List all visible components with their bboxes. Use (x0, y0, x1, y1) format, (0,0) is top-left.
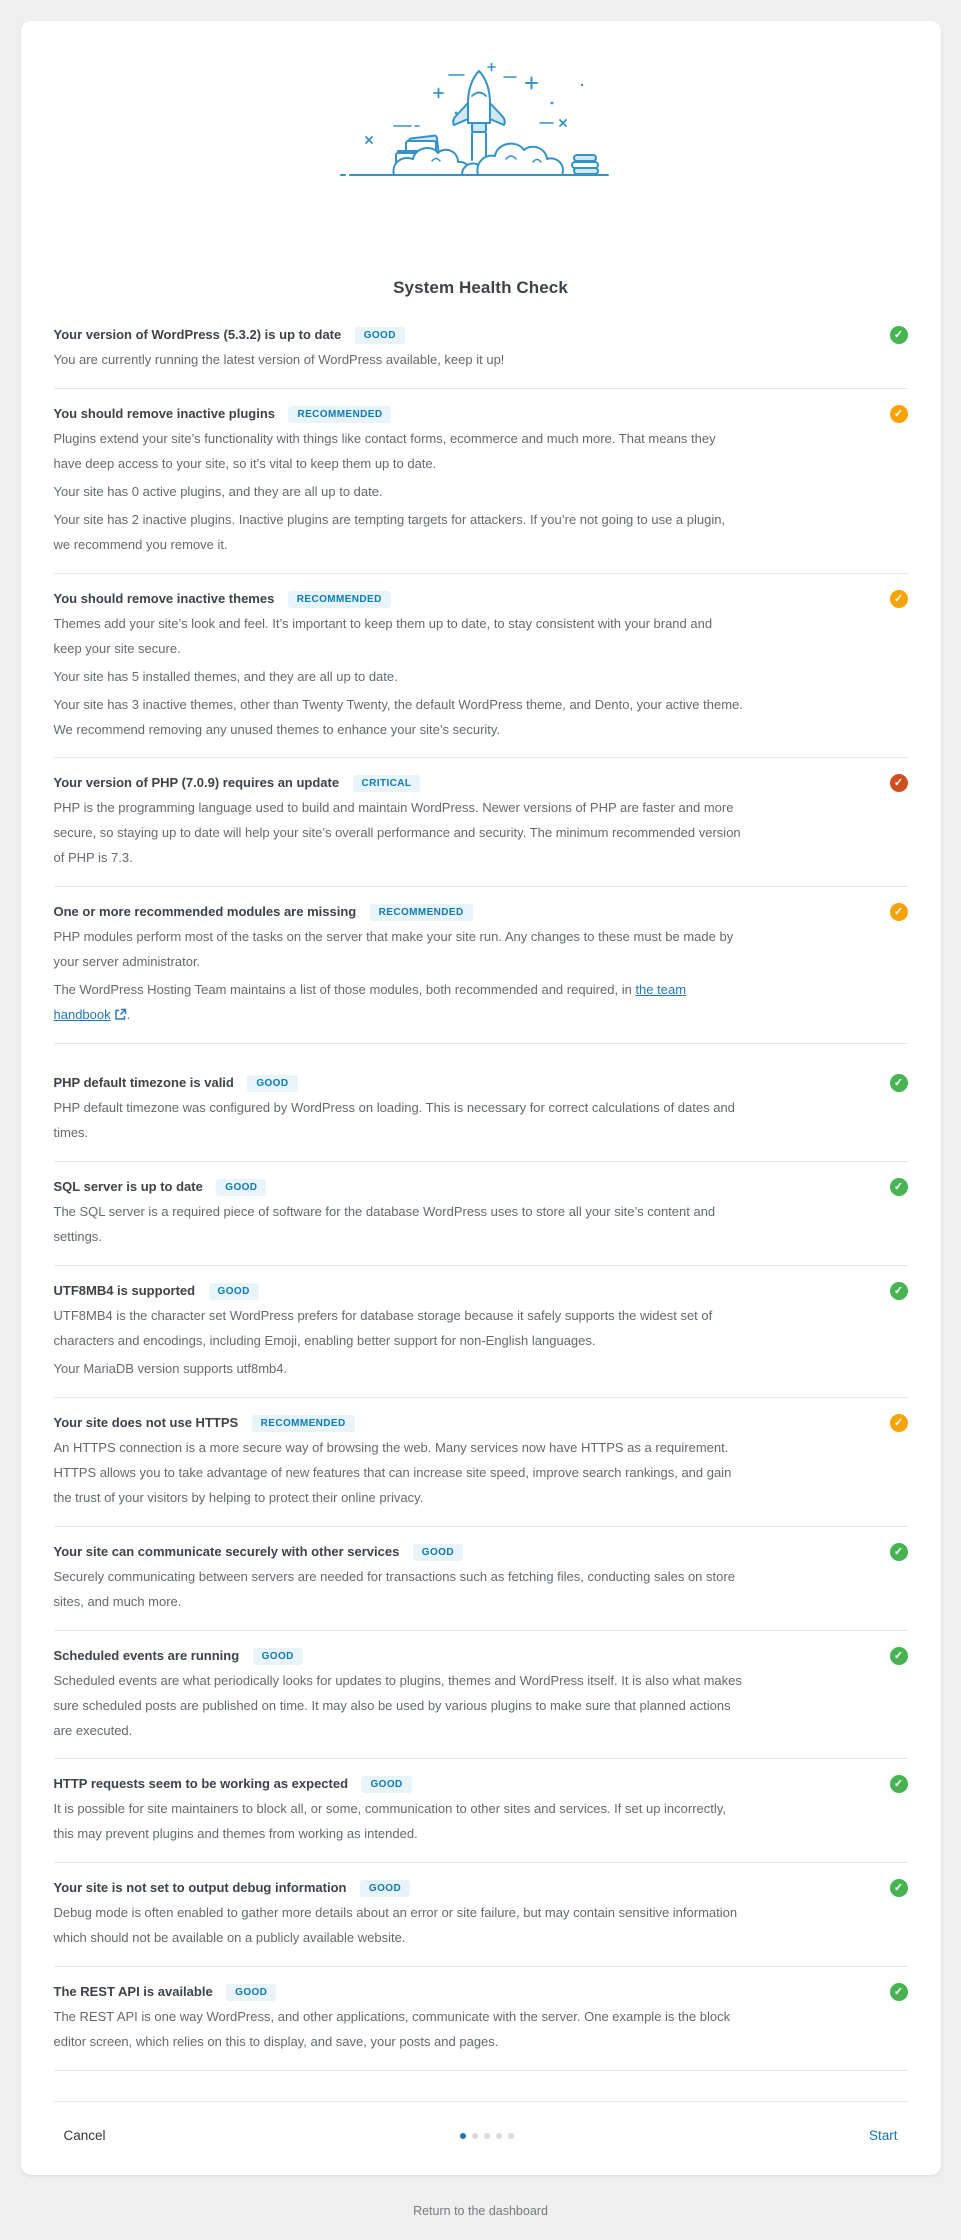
status-badge: GOOD (247, 1075, 297, 1092)
status-badge: RECOMMENDED (288, 591, 391, 608)
item-body (54, 1797, 908, 1847)
item-paragraph: It is possible for site maintainers to block all, or some, communication to other sites and services. If set up incorrectly, this may prevent plugins and themes from working as intended. (53, 1801, 726, 1842)
item-title: One or more recommended modules are missing (53, 904, 357, 920)
item-heading-row (54, 1543, 908, 1562)
item-heading-row (54, 1647, 908, 1666)
item-body (54, 1096, 908, 1146)
pagination-dot[interactable] (496, 2133, 502, 2139)
return-dashboard-link[interactable]: Return to the dashboard (413, 2204, 548, 2219)
item-paragraph: Your site has 3 inactive themes, other than Twenty Twenty, the default WordPress theme, and Dento, your active theme. We recommend removing any unused themes to enhance your site’s security. (53, 696, 743, 737)
health-check-item (54, 1759, 908, 1863)
item-paragraph: PHP is the programming language used to build and maintain WordPress. Newer versions of PHP are faster and more secure, so staying up to date will help your site’s overall performance and security. The minimum recommended version of PHP is 7.3. (53, 800, 741, 866)
item-title: Your version of PHP (7.0.9) requires an update (53, 775, 340, 791)
item-title: You should remove inactive plugins (53, 405, 276, 421)
item-title: PHP default timezone is valid (53, 1075, 234, 1091)
check-circle-icon: ✓ (890, 1983, 908, 2001)
cancel-button[interactable]: Cancel (63, 2128, 106, 2144)
item-body (54, 1901, 908, 1951)
status-badge: RECOMMENDED (288, 406, 391, 423)
wizard-footer (54, 2102, 908, 2175)
item-paragraph: Your site has 0 active plugins, and they are all up to date. (53, 483, 383, 499)
status-badge: RECOMMENDED (370, 904, 473, 921)
item-paragraph: Securely communicating between servers are needed for transactions such as fetching files, conducting sales on store sites, and much more. (53, 1568, 735, 1609)
item-title: Your site can communicate securely with other services (53, 1543, 400, 1559)
health-check-card (21, 21, 941, 2175)
item-body (54, 348, 908, 373)
item-paragraph: Plugins extend your site’s functionality with things like contact forms, ecommerce and much more. That means they have deep access to your site, so it’s vital to keep them up to date. (53, 430, 716, 471)
health-check-item (54, 1527, 908, 1631)
check-circle-icon: ✓ (890, 405, 908, 423)
item-paragraph: Your site has 5 installed themes, and they are all up to date. (53, 668, 398, 684)
item-paragraph: UTF8MB4 is the character set WordPress prefers for database storage because it safely supports the widest set of characters and encodings, including Emoji, enabling better support for non-English languages. (53, 1307, 713, 1348)
health-check-item (54, 1162, 908, 1266)
health-check-item (54, 574, 908, 759)
item-body (54, 612, 908, 743)
status-badge: CRITICAL (353, 775, 421, 792)
health-check-item (54, 1967, 908, 2071)
status-badge: GOOD (413, 1544, 463, 1561)
status-badge: GOOD (209, 1283, 259, 1300)
check-circle-icon: ✓ (890, 1074, 908, 1092)
item-heading-row (54, 1178, 908, 1197)
status-badge: GOOD (361, 1776, 411, 1793)
item-paragraph: Themes add your site’s look and feel. It’s important to keep them up to date, to stay consistent with your brand and keep your site secure. (53, 615, 713, 656)
rocket-launch-illustration (54, 63, 908, 190)
item-heading-row (54, 1074, 908, 1093)
check-circle-icon: ✓ (890, 1282, 908, 1300)
item-title: SQL server is up to date (53, 1179, 203, 1195)
health-check-item (54, 1631, 908, 1760)
item-heading-row (54, 1775, 908, 1794)
health-check-item (54, 1058, 908, 1162)
item-paragraph: The SQL server is a required piece of software for the database WordPress uses to store all your site’s content and settings. (53, 1204, 716, 1245)
health-check-list (54, 310, 908, 2071)
item-paragraph: PHP default timezone was configured by WordPress on loading. This is necessary for correct calculations of dates and times. (53, 1100, 735, 1141)
item-title: HTTP requests seem to be working as expected (53, 1776, 349, 1792)
item-heading-row (54, 326, 908, 345)
item-paragraph: PHP modules perform most of the tasks on the server that make your site run. Any changes to these must be made by your server administrator. (53, 929, 734, 970)
item-body (54, 1304, 908, 1382)
item-heading-row (54, 774, 908, 793)
item-heading-row (54, 1983, 908, 2002)
health-check-item (54, 887, 908, 1044)
health-check-item (54, 1863, 908, 1967)
check-circle-icon: ✓ (890, 1414, 908, 1432)
item-title: You should remove inactive themes (53, 590, 275, 606)
item-heading-row (54, 590, 908, 609)
pagination-dot[interactable] (460, 2133, 466, 2139)
external-link-icon (114, 1008, 127, 1021)
item-paragraph: Your site has 2 inactive plugins. Inactive plugins are tempting targets for attackers. If you’re not going to use a plugin, we recommend you remove it. (53, 511, 726, 552)
item-title: Your version of WordPress (5.3.2) is up to date (53, 327, 342, 342)
status-badge: GOOD (216, 1179, 266, 1196)
item-heading-row (54, 1879, 908, 1898)
item-title: Your site is not set to output debug information (53, 1880, 347, 1896)
item-paragraph: You are currently running the latest version of WordPress available, keep it up! (53, 352, 505, 367)
check-circle-icon: ✓ (890, 590, 908, 608)
check-circle-icon: ✓ (890, 1879, 908, 1897)
team-handbook-link[interactable]: the team handbook (53, 982, 687, 1023)
item-paragraph: An HTTPS connection is a more secure way of browsing the web. Many services now have HTTPS as a requirement. HTTPS allows you to take advantage of new features that can increase site speed, improve search rankings, and gain the trust of your visitors by helping to protect their online privacy. (53, 1439, 732, 1505)
pagination-dot[interactable] (472, 2133, 478, 2139)
item-body (54, 2005, 908, 2055)
pagination-dots (460, 2133, 514, 2139)
health-check-item (54, 1398, 908, 1527)
health-check-item (54, 1266, 908, 1398)
check-circle-icon: ✓ (890, 326, 908, 344)
item-heading-row (54, 405, 908, 424)
item-paragraph: Scheduled events are what periodically looks for updates to plugins, themes and WordPress itself. It is also what makes sure scheduled posts are published on time. It may also be used by various plugins to make sure that planned actions are executed. (53, 1672, 742, 1738)
health-check-item (54, 310, 908, 389)
check-circle-icon: ✓ (890, 1178, 908, 1196)
item-body (54, 1436, 908, 1511)
health-check-item (54, 758, 908, 887)
item-paragraph: The WordPress Hosting Team maintains a list of those modules, both recommended and required, in the team handbook . (53, 982, 687, 1023)
health-check-item (54, 389, 908, 574)
check-circle-icon: ✓ (890, 774, 908, 792)
item-title: Scheduled events are running (53, 1647, 240, 1663)
pagination-dot[interactable] (484, 2133, 490, 2139)
start-button[interactable]: Start (868, 2128, 898, 2144)
item-title: The REST API is available (53, 1984, 213, 2000)
status-badge: GOOD (355, 327, 405, 344)
item-paragraph: Your MariaDB version supports utf8mb4. (53, 1360, 288, 1376)
item-body (54, 1200, 908, 1250)
item-heading-row (54, 1414, 908, 1433)
item-body (54, 796, 908, 871)
item-body (54, 925, 908, 1028)
status-badge: GOOD (360, 1880, 410, 1897)
item-paragraph: The REST API is one way WordPress, and other applications, communicate with the server. One example is the block editor screen, which relies on this to display, and save, your posts and pages. (53, 2009, 731, 2050)
item-title: UTF8MB4 is supported (53, 1282, 196, 1298)
check-circle-icon: ✓ (890, 1543, 908, 1561)
item-title: Your site does not use HTTPS (53, 1414, 239, 1430)
check-circle-icon: ✓ (890, 1775, 908, 1793)
status-badge: GOOD (226, 1984, 276, 2001)
item-heading-row (54, 903, 908, 922)
item-paragraph: Debug mode is often enabled to gather more details about an error or site failure, but may contain sensitive information which should not be available on a publicly available website. (53, 1905, 738, 1946)
item-body (54, 1669, 908, 1744)
check-circle-icon: ✓ (890, 1647, 908, 1665)
below-card-area (0, 2175, 961, 2240)
page-title: System Health Check (393, 278, 568, 297)
pagination-dot[interactable] (508, 2133, 514, 2139)
item-heading-row (54, 1282, 908, 1301)
status-badge: RECOMMENDED (252, 1415, 355, 1432)
item-body (54, 1565, 908, 1615)
check-circle-icon: ✓ (890, 903, 908, 921)
status-badge: GOOD (253, 1648, 303, 1665)
item-body (54, 427, 908, 558)
